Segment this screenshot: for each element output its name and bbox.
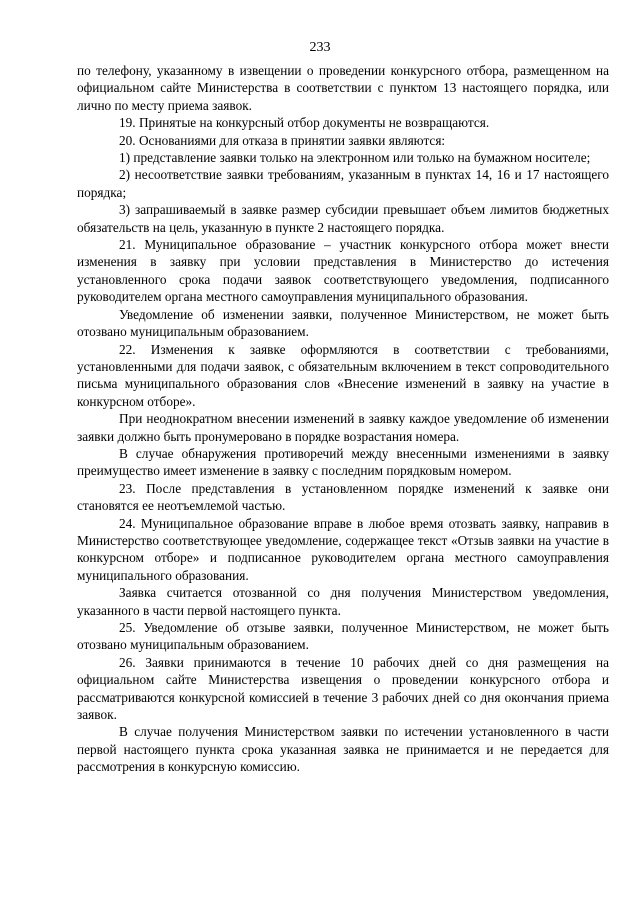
paragraph: 20. Основаниями для отказа в принятии заявки являются: (119, 132, 446, 148)
paragraph: 1) представление заявки только на электронном или только на бумажном носителе; (119, 150, 591, 166)
paragraph: 2) несоответствие заявки требованиям, указанным в пунктах 14, 16 и 17 настоящего порядка; (77, 167, 609, 200)
paragraph: по телефону, указанному в извещении о проведении конкурсного отбора, размещенном на официальном сайте Министерства в соответствии с пунктом 13 настоящего порядка, или лично по месту приема заявок. (77, 63, 609, 113)
paragraph: 21. Муниципальное образование – участник конкурсного отбора может внести изменения в заявку при условии представления в Министерство до истечения установленного срока подачи заявок соответствующего уведомления, подписанного руководителем органа местного самоуправления муниципального образования. (77, 237, 609, 305)
paragraph: 19. Принятые на конкурсный отбор документы не возвращаются. (119, 115, 490, 131)
paragraph: 23. После представления в установленном порядке изменений к заявке они становятся ее неотъемлемой частью. (77, 480, 609, 514)
paragraph: В случае обнаружения противоречий между внесенными изменениями в заявку преимущество имеет изменение в заявку с последним порядковым номером. (77, 445, 609, 479)
paragraph: Уведомление об изменении заявки, полученное Министерством, не может быть отозвано муниципальным образованием. (77, 306, 609, 340)
paragraph: 26. Заявки принимаются в течение 10 рабочих дней со дня размещения на официальном сайте Министерства извещения о проведении конкурсного отбора и рассматриваются конкурсной комиссией в течение 3 рабочих дней со дня окончания приема заявок. (77, 654, 609, 723)
paragraph: 3) запрашиваемый в заявке размер субсидии превышает объем лимитов бюджетных обязательств на цель, указанную в пункте 2 настоящего порядка. (77, 202, 609, 235)
page-number: 233 (309, 40, 331, 55)
paragraph: При неоднократном внесении изменений в заявку каждое уведомление об изменении заявки должно быть пронумеровано в порядке возрастания номера. (77, 411, 609, 444)
document-body (77, 62, 609, 776)
paragraph: 25. Уведомление об отзыве заявки, полученное Министерством, не может быть отозвано муниципальным образованием. (77, 620, 609, 653)
paragraph: Заявка считается отозванной со дня получения Министерством уведомления, указанного в части первой настоящего пункта. (77, 585, 609, 618)
paragraph: В случае получения Министерством заявки по истечении установленного в части первой настоящего пункта срока указанная заявка не принимается и не передается для рассмотрения в конкурсную комиссию. (77, 724, 609, 775)
paragraph: 24. Муниципальное образование вправе в любое время отозвать заявку, направив в Министерство соответствующее уведомление, содержащее текст «Отзыв заявки на участие в конкурсном отборе» и подписанное руководителем органа местного самоуправления муниципального образования. (77, 515, 609, 583)
paragraph: 22. Изменения к заявке оформляются в соответствии с требованиями, установленными для подачи заявок, с обязательным включением в текст сопроводительного письма муниципального образования слов «Внесение изменений в заявку на участие в конкурсном отборе». (77, 341, 609, 409)
